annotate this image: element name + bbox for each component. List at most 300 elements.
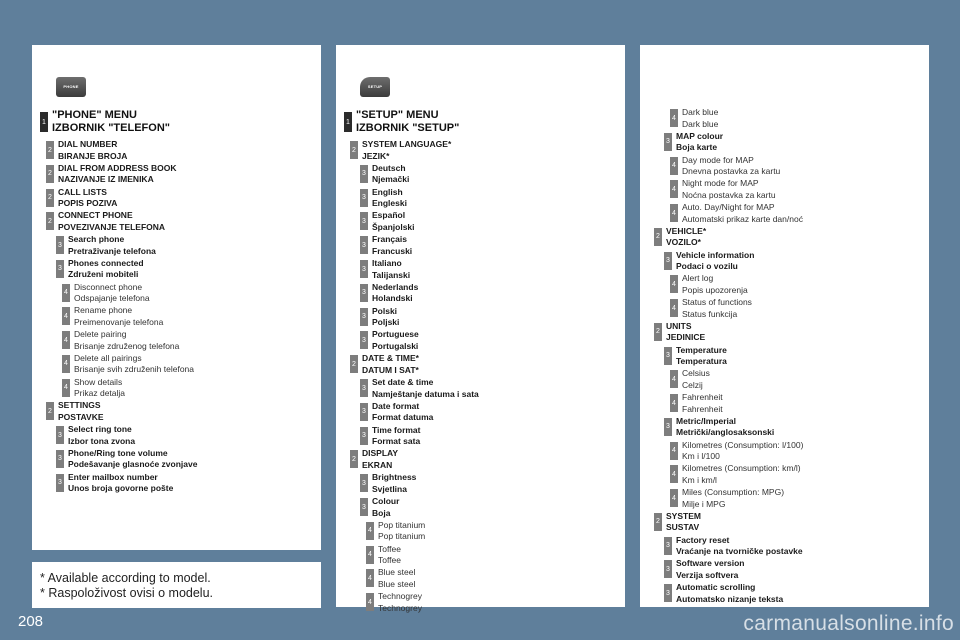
label-english: Select ring tone (68, 424, 132, 434)
menu-item (336, 139, 625, 161)
label-english: Phones connected (68, 257, 144, 268)
menu-item (336, 472, 625, 494)
level-badge: 2 (350, 450, 358, 468)
menu-item (336, 329, 625, 351)
label-croatian: Fahrenheit (682, 403, 723, 414)
level-badge: 4 (62, 331, 70, 349)
menu-item (32, 353, 321, 375)
label-english: Français (372, 234, 407, 245)
menu-item-label (682, 487, 784, 510)
label-english: Kilometres (Consumption: l/100) (682, 439, 804, 450)
menu-item-label (372, 258, 410, 281)
label-english: Deutsch (372, 162, 406, 173)
level-badge: 3 (56, 426, 64, 444)
menu-item (32, 163, 321, 185)
level-badge: 3 (664, 133, 672, 151)
menu-item-label (74, 282, 150, 305)
footnote-box (32, 562, 321, 608)
label-english: Search phone (68, 234, 125, 244)
menu-item-label (378, 567, 415, 590)
menu-item-label (68, 448, 197, 471)
label-english: Dark blue (682, 107, 719, 117)
label-croatian: Boja karte (676, 142, 718, 153)
label-english: Español (372, 210, 406, 221)
label-english: Temperature (676, 344, 727, 355)
label-english: Delete pairing (74, 329, 127, 339)
menu-item-label (372, 306, 399, 329)
label-english: Automatic scrolling (676, 582, 756, 592)
footnote-hr: * Raspoloživost ovisi o modelu. (40, 586, 213, 600)
level-badge: 2 (46, 141, 54, 159)
level-badge: 3 (56, 450, 64, 468)
label-croatian: Technogrey (378, 602, 422, 613)
label-english: Set date & time (372, 377, 434, 387)
menu-item (336, 163, 625, 185)
menu-item-label (74, 377, 125, 400)
level-badge: 3 (360, 284, 368, 302)
menu-item (32, 400, 321, 422)
menu-item (336, 377, 625, 399)
menu-item-label (378, 591, 422, 614)
label-english: Factory reset (676, 534, 730, 545)
level-badge: 4 (670, 157, 678, 175)
label-croatian: BIRANJE BROJA (58, 150, 128, 161)
label-english: UNITS (666, 320, 692, 331)
menu-item-label (68, 234, 156, 257)
menu-item (336, 544, 625, 566)
label-croatian: Pop titanium (378, 531, 426, 542)
level-badge: 4 (670, 370, 678, 388)
label-english: DATE & TIME* (362, 353, 419, 364)
label-croatian: Automatsko nizanje teksta (676, 593, 784, 604)
label-english: SYSTEM (666, 510, 701, 521)
level-badge: 4 (670, 204, 678, 222)
label-english: SYSTEM LANGUAGE* (362, 139, 452, 149)
label-croatian: Dark blue (682, 118, 719, 129)
label-croatian: Podešavanje glasnoće zvonjave (68, 459, 198, 470)
menu-item (640, 511, 929, 533)
menu-item-label (676, 558, 745, 581)
label-english: English (372, 186, 403, 197)
label-english: Vehicle information (676, 249, 755, 260)
label-english: SETTINGS (58, 400, 101, 411)
level-badge: 2 (46, 189, 54, 207)
menu-item-label (58, 187, 117, 210)
menu-item (32, 377, 321, 399)
menu-item (640, 273, 929, 295)
menu-item (32, 472, 321, 494)
menu-item-label (676, 131, 723, 154)
level-badge: 4 (670, 442, 678, 460)
menu-item-label (372, 472, 416, 495)
label-croatian: Metrički/anglosaksonski (676, 427, 775, 438)
label-english: Delete all pairings (74, 352, 142, 363)
level-badge: 3 (360, 189, 368, 207)
level-badge: 4 (366, 569, 374, 587)
label-english: Phone/Ring tone volume (68, 447, 168, 458)
menu-item (640, 558, 929, 580)
menu-item (640, 202, 929, 224)
label-english: Date format (372, 400, 420, 411)
menu-item-label (372, 329, 419, 352)
menu-item (32, 258, 321, 280)
label-english: Enter mailbox number (68, 471, 158, 482)
level-badge: 4 (62, 355, 70, 373)
menu-item (640, 368, 929, 390)
menu-item-label (58, 163, 177, 186)
level-badge: 2 (46, 212, 54, 230)
menu-item-label (52, 109, 170, 134)
label-croatian: JEDINICE (666, 332, 706, 343)
menu-item-label (372, 210, 415, 233)
menu-item (32, 424, 321, 446)
menu-item (32, 305, 321, 327)
label-english: Brightness (372, 472, 417, 483)
level-badge: 3 (664, 418, 672, 436)
menu-item (32, 139, 321, 161)
menu-item (336, 210, 625, 232)
menu-item-label (74, 305, 163, 328)
page-number: 208 (18, 613, 44, 630)
label-croatian: DATUM I SAT* (362, 364, 419, 375)
menu-item-label (666, 321, 705, 344)
level-badge: 2 (350, 355, 358, 373)
menu-item (336, 448, 625, 470)
menu-item-label (362, 448, 398, 471)
menu-item-label (372, 187, 407, 210)
level-badge: 3 (56, 260, 64, 278)
label-croatian: Engleski (372, 198, 407, 209)
label-croatian: Format datuma (372, 412, 434, 423)
label-croatian: Status funkcija (682, 308, 738, 319)
label-croatian: JEZIK* (362, 150, 390, 161)
menu-item (336, 187, 625, 209)
menu-item-label (682, 392, 723, 415)
setup-menu-panel (336, 45, 625, 613)
label-croatian: Španjolski (372, 221, 415, 232)
level-badge: 2 (654, 513, 662, 531)
label-english: Portuguese (372, 329, 419, 340)
label-english: Blue steel (378, 567, 416, 578)
label-croatian: Vraćanje na tvorničke postavke (676, 546, 803, 556)
label-english: Colour (372, 496, 400, 506)
label-croatian: Unos broja govorne pošte (68, 483, 174, 493)
label-english: Status of functions (682, 297, 752, 307)
level-badge: 1 (40, 112, 48, 132)
label-english: Alert log (682, 273, 714, 284)
level-badge: 3 (360, 165, 368, 183)
label-english: Rename phone (74, 305, 133, 316)
menu-item-label (666, 511, 701, 534)
setup-menu-continued-panel (640, 45, 929, 607)
menu-item (640, 178, 929, 200)
menu-item (640, 297, 929, 319)
footnote-en: * Available according to model. (40, 571, 211, 585)
level-badge: 4 (62, 307, 70, 325)
level-badge: 3 (360, 403, 368, 421)
menu-item-label (378, 520, 425, 543)
menu-item (32, 109, 321, 135)
menu-item (640, 345, 929, 367)
menu-item-label (682, 297, 752, 320)
menu-item-label (676, 535, 803, 558)
label-english: Auto. Day/Night for MAP (682, 202, 775, 212)
level-badge: 3 (56, 236, 64, 254)
label-croatian: VOZILO* (666, 237, 701, 248)
level-badge: 4 (366, 522, 374, 540)
label-croatian: Izbor tona zvona (68, 435, 136, 446)
label-croatian: IZBORNIK "SETUP" (356, 121, 460, 134)
menu-item-label (74, 329, 179, 352)
label-english: Day mode for MAP (682, 154, 754, 165)
level-badge: 4 (670, 489, 678, 507)
level-badge: 2 (46, 165, 54, 183)
menu-item-label (58, 210, 165, 233)
label-croatian: SUSTAV (666, 522, 700, 533)
phone-menu-panel (32, 45, 321, 550)
label-english: Technogrey (378, 591, 422, 602)
label-croatian: Boja (372, 507, 391, 518)
label-english: DIAL FROM ADDRESS BOOK (58, 162, 177, 173)
label-croatian: Pretraživanje telefona (68, 245, 156, 256)
label-croatian: Podaci o vozilu (676, 261, 738, 271)
level-badge: 4 (62, 284, 70, 302)
label-english: DISPLAY (362, 448, 399, 459)
level-badge: 4 (670, 275, 678, 293)
label-croatian: Brisanje svih združenih telefona (74, 364, 195, 375)
level-badge: 3 (360, 474, 368, 492)
level-badge: 4 (670, 180, 678, 198)
label-croatian: Holandski (372, 293, 413, 304)
label-croatian: Milje i MPG (682, 498, 726, 509)
label-croatian: Talijanski (372, 269, 411, 280)
level-badge: 3 (664, 537, 672, 555)
label-croatian: Celzij (682, 379, 703, 390)
menu-item (336, 306, 625, 328)
label-croatian: NAZIVANJE IZ IMENIKA (58, 174, 154, 185)
label-english: Metric/Imperial (676, 415, 736, 426)
level-badge: 3 (360, 212, 368, 230)
level-badge: 2 (350, 141, 358, 159)
level-badge: 3 (360, 260, 368, 278)
menu-item-label (682, 273, 748, 296)
menu-item (336, 258, 625, 280)
label-english: CALL LISTS (58, 186, 107, 197)
menu-item (336, 234, 625, 256)
level-badge: 3 (360, 498, 368, 516)
menu-item-label (372, 496, 399, 519)
menu-item (32, 210, 321, 232)
label-croatian: Km i km/l (682, 474, 717, 485)
menu-item-label (68, 472, 173, 495)
label-croatian: Namještanje datuma i sata (372, 388, 479, 399)
level-badge: 3 (664, 347, 672, 365)
label-croatian: Prikaz detalja (74, 388, 126, 398)
level-badge: 3 (360, 308, 368, 326)
menu-item (336, 401, 625, 423)
menu-item (640, 440, 929, 462)
label-croatian: Temperatura (676, 356, 727, 366)
label-croatian: POVEZIVANJE TELEFONA (58, 221, 166, 232)
label-croatian: IZBORNIK "TELEFON" (52, 121, 170, 134)
menu-item (336, 353, 625, 375)
menu-item (640, 535, 929, 557)
label-english: CONNECT PHONE (58, 210, 133, 221)
level-badge: 1 (344, 112, 352, 132)
menu-item-label (362, 353, 419, 376)
label-croatian: Brisanje združenog telefona (74, 340, 180, 351)
menu-item-label (58, 139, 127, 162)
watermark: carmanualsonline.info (743, 612, 954, 635)
label-croatian: Verzija softvera (676, 569, 739, 580)
label-english: Polski (372, 305, 398, 316)
menu-item (640, 250, 929, 272)
menu-item-label (378, 544, 401, 567)
menu-item-label (372, 234, 412, 257)
menu-item-label (666, 226, 706, 249)
level-badge: 3 (360, 427, 368, 445)
menu-item (640, 131, 929, 153)
menu-item (640, 226, 929, 248)
menu-item (640, 463, 929, 485)
menu-item-label (676, 250, 754, 273)
menu-item-label (676, 416, 774, 439)
label-english: Fahrenheit (682, 392, 723, 402)
label-croatian: Preimenovanje telefona (74, 316, 164, 327)
level-badge: 4 (62, 379, 70, 397)
menu-item (336, 425, 625, 447)
label-english: Show details (74, 376, 123, 387)
label-english: Disconnect phone (74, 281, 143, 292)
level-badge: 3 (664, 584, 672, 602)
menu-item (32, 448, 321, 470)
menu-item (32, 187, 321, 209)
label-english: DIAL NUMBER (58, 139, 118, 149)
label-english: "PHONE" MENU (52, 109, 137, 121)
menu-item-label (682, 440, 803, 463)
level-badge: 4 (670, 394, 678, 412)
label-croatian: Automatski prikaz karte dan/noć (682, 213, 803, 224)
level-badge: 4 (670, 465, 678, 483)
label-english: VEHICLE* (666, 225, 707, 236)
menu-item (640, 107, 929, 129)
label-croatian: Blue steel (378, 578, 416, 589)
setup-icon: SETUP (360, 77, 390, 97)
level-badge: 3 (360, 331, 368, 349)
menu-item-label (372, 401, 433, 424)
menu-item (32, 329, 321, 351)
menu-item-label (682, 202, 803, 225)
label-english: MAP colour (676, 130, 724, 141)
label-croatian: Poljski (372, 317, 400, 328)
level-badge: 4 (366, 593, 374, 611)
label-english: "SETUP" MENU (356, 109, 439, 121)
menu-item (32, 234, 321, 256)
menu-item-label (372, 377, 479, 400)
label-croatian: Združeni mobiteli (68, 269, 139, 280)
menu-item (640, 487, 929, 509)
menu-item (640, 416, 929, 438)
level-badge: 4 (366, 546, 374, 564)
label-croatian: Toffee (378, 555, 402, 566)
menu-item-label (682, 107, 718, 130)
menu-item-label (372, 163, 409, 186)
menu-item-label (682, 368, 710, 391)
label-croatian: Dnevna postavka za kartu (682, 166, 781, 176)
menu-item (640, 392, 929, 414)
menu-item-label (676, 345, 727, 368)
label-english: Celsius (682, 368, 710, 379)
level-badge: 2 (654, 228, 662, 246)
level-badge: 3 (360, 236, 368, 254)
label-croatian: Francuski (372, 245, 413, 256)
menu-item-label (682, 155, 780, 178)
menu-item-label (58, 400, 104, 423)
menu-item (336, 567, 625, 589)
label-croatian: EKRAN (362, 459, 393, 470)
menu-item-label (68, 424, 135, 447)
level-badge: 3 (56, 474, 64, 492)
label-croatian: Noćna postavka za kartu (682, 189, 776, 200)
menu-item-label (682, 463, 801, 486)
label-english: Night mode for MAP (682, 178, 759, 189)
menu-item-label (362, 139, 451, 162)
label-croatian: POPIS POZIVA (58, 198, 118, 208)
menu-item-label (74, 353, 194, 376)
label-croatian: Km i l/100 (682, 451, 720, 461)
level-badge: 4 (670, 299, 678, 317)
label-english: Time format (372, 424, 421, 435)
menu-item-label (676, 582, 783, 605)
level-badge: 2 (654, 323, 662, 341)
label-english: Toffee (378, 543, 402, 554)
label-croatian: Svjetlina (372, 483, 407, 494)
level-badge: 4 (670, 109, 678, 127)
menu-item (336, 496, 625, 518)
level-badge: 3 (664, 252, 672, 270)
label-english: Kilometres (Consumption: km/l) (682, 463, 801, 474)
menu-item (336, 520, 625, 542)
menu-item-label (372, 282, 418, 305)
menu-item (32, 282, 321, 304)
menu-item (640, 321, 929, 343)
label-croatian: Portugalski (372, 340, 419, 351)
label-croatian: Odspajanje telefona (74, 293, 150, 303)
phone-icon: PHONE (56, 77, 86, 97)
menu-item (640, 155, 929, 177)
label-english: Pop titanium (378, 519, 426, 530)
menu-item-label (682, 178, 776, 201)
menu-item (336, 591, 625, 613)
menu-item (640, 582, 929, 604)
level-badge: 3 (360, 379, 368, 397)
label-english: Software version (676, 558, 745, 569)
menu-item (336, 109, 625, 135)
label-croatian: Format sata (372, 436, 421, 447)
label-croatian: POSTAVKE (58, 411, 104, 422)
label-croatian: Popis upozorenja (682, 284, 748, 295)
level-badge: 3 (664, 560, 672, 578)
menu-item-label (372, 425, 421, 448)
menu-item (336, 282, 625, 304)
label-english: Nederlands (372, 281, 419, 292)
label-english: Miles (Consumption: MPG) (682, 487, 785, 497)
menu-item-label (68, 258, 144, 281)
label-croatian: Njemački (372, 174, 410, 185)
level-badge: 2 (46, 402, 54, 420)
label-english: Italiano (372, 258, 402, 268)
menu-item-label (356, 109, 459, 134)
